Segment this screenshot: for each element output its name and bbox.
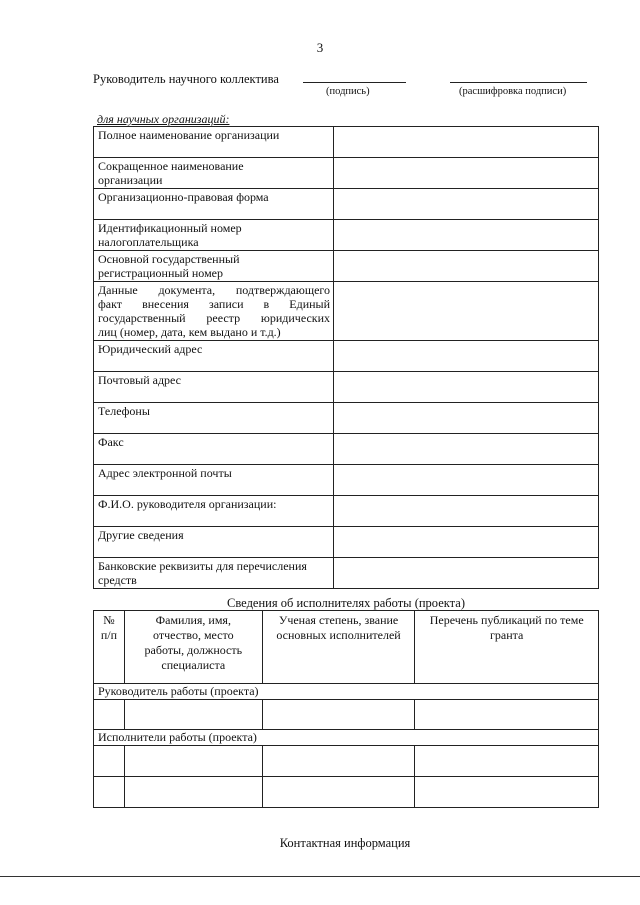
table-cell[interactable] (124, 700, 262, 730)
org-bank-details-value[interactable] (334, 558, 599, 589)
table-row (94, 372, 599, 403)
org-email-label: Адрес электронной почты (94, 465, 334, 496)
signature-decode-line (450, 82, 587, 83)
table-cell[interactable] (94, 746, 125, 777)
org-legal-address-value[interactable] (334, 341, 599, 372)
table-cell[interactable] (262, 746, 415, 777)
table-row (94, 158, 599, 189)
org-legal-form-label: Организационно-правовая форма (94, 189, 334, 220)
table-header-row (94, 611, 599, 684)
table-cell[interactable] (262, 700, 415, 730)
table-row (94, 251, 599, 282)
table-section-row (94, 730, 599, 746)
table-cell[interactable] (124, 746, 262, 777)
org-other-info-value[interactable] (334, 527, 599, 558)
table-row (94, 465, 599, 496)
leader-section-label: Руководитель работы (проекта) (94, 684, 599, 700)
org-phones-value[interactable] (334, 403, 599, 434)
org-postal-address-value[interactable] (334, 372, 599, 403)
org-legal-form-value[interactable] (334, 189, 599, 220)
org-registry-doc-label: Данные документа, подтверждающего факт внесения записи в Единый государственный реестр юридических лиц (номер, дата, кем выдано и т.д.) (94, 282, 334, 341)
performers-section-label: Исполнители работы (проекта) (94, 730, 599, 746)
table-row (94, 434, 599, 465)
table-row (94, 700, 599, 730)
org-phones-label: Телефоны (94, 403, 334, 434)
table-cell[interactable] (415, 777, 599, 808)
table-row (94, 341, 599, 372)
header-number: № п/п (94, 611, 125, 684)
table-cell[interactable] (94, 700, 125, 730)
org-bank-details-label: Банковские реквизиты для перечисления средств (94, 558, 334, 589)
header-name: Фамилия, имя, отчество, место работы, должность специалиста (124, 611, 262, 684)
org-full-name-value[interactable] (334, 127, 599, 158)
org-registry-doc-value[interactable] (334, 282, 599, 341)
executors-title: Сведения об исполнителях работы (проекта) (227, 596, 465, 610)
table-row (94, 496, 599, 527)
header-publications: Перечень публикаций по теме гранта (415, 611, 599, 684)
table-row (94, 189, 599, 220)
org-legal-address-label: Юридический адрес (94, 341, 334, 372)
table-section-row (94, 684, 599, 700)
org-fax-label: Факс (94, 434, 334, 465)
table-row (94, 746, 599, 777)
table-cell[interactable] (415, 746, 599, 777)
table-cell[interactable] (415, 700, 599, 730)
org-short-name-value[interactable] (334, 158, 599, 189)
executors-table (93, 610, 599, 808)
org-section-caption: для научных организаций: (97, 112, 230, 126)
org-short-name-label: Сокращенное наименование организации (94, 158, 334, 189)
table-cell[interactable] (262, 777, 415, 808)
org-full-name-label: Полное наименование организации (94, 127, 334, 158)
table-row (94, 558, 599, 589)
org-other-info-label: Другие сведения (94, 527, 334, 558)
org-inn-label: Идентификационный номер налогоплательщика (94, 220, 334, 251)
table-cell[interactable] (94, 777, 125, 808)
signature-label: Руководитель научного коллектива (93, 72, 279, 86)
org-inn-value[interactable] (334, 220, 599, 251)
org-fax-value[interactable] (334, 434, 599, 465)
signature-caption: (подпись) (326, 86, 370, 97)
signature-decode-caption: (расшифровка подписи) (459, 86, 567, 97)
table-row (94, 527, 599, 558)
bottom-divider (0, 876, 640, 877)
table-row (94, 127, 599, 158)
table-row (94, 403, 599, 434)
table-row (94, 220, 599, 251)
org-ogrn-value[interactable] (334, 251, 599, 282)
header-degree: Ученая степень, звание основных исполнителей (262, 611, 415, 684)
org-head-name-label: Ф.И.О. руководителя организации: (94, 496, 334, 527)
org-postal-address-label: Почтовый адрес (94, 372, 334, 403)
signature-line (303, 82, 406, 83)
org-email-value[interactable] (334, 465, 599, 496)
organization-table (93, 126, 599, 589)
org-head-name-value[interactable] (334, 496, 599, 527)
table-row (94, 282, 599, 341)
page-number: 3 (316, 40, 324, 55)
contact-info-title: Контактная информация (279, 836, 411, 850)
table-row (94, 777, 599, 808)
org-ogrn-label: Основной государственный регистрационный номер (94, 251, 334, 282)
table-cell[interactable] (124, 777, 262, 808)
